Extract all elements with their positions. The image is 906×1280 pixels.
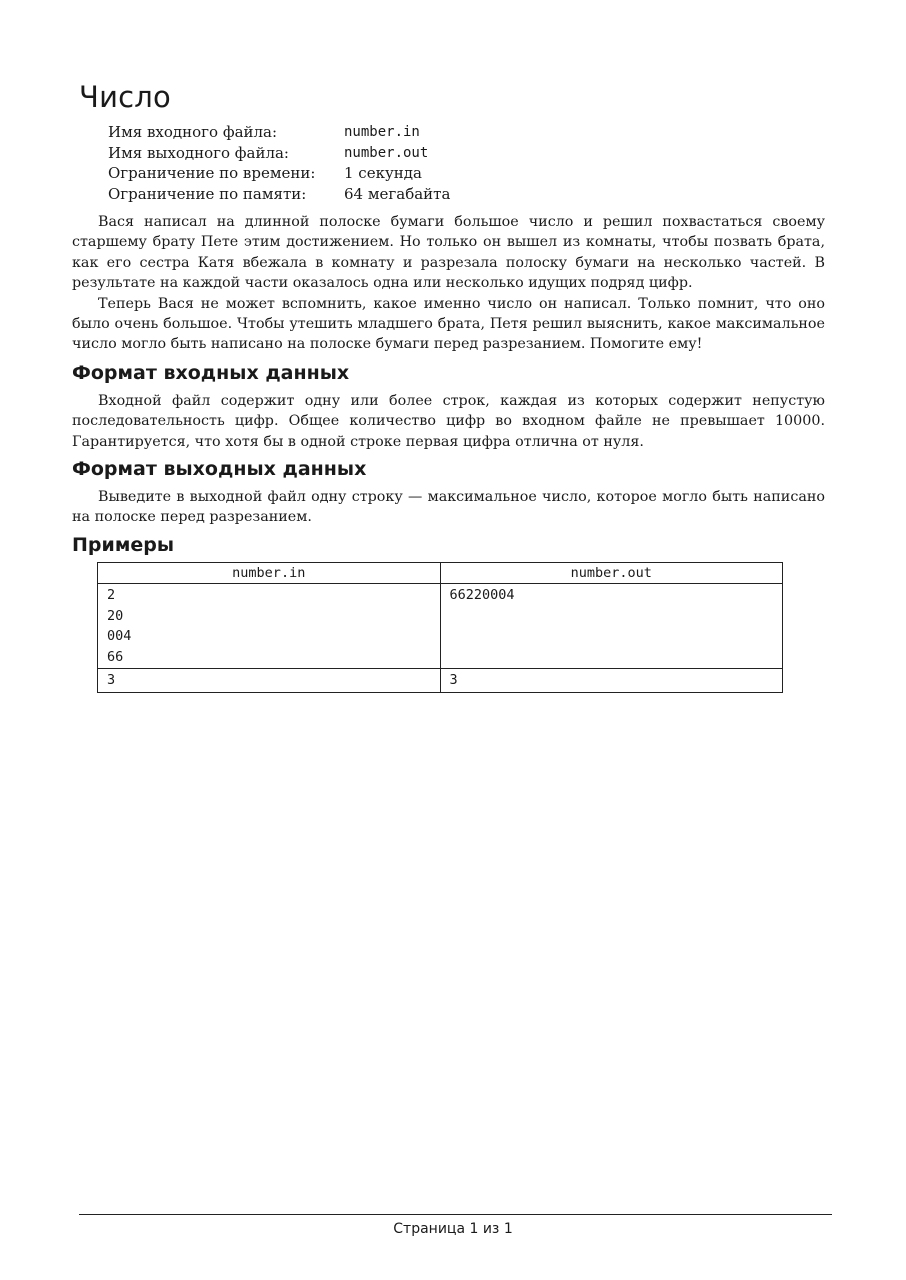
meta-row-memory-limit xyxy=(108,184,450,205)
example-input-line: 004 xyxy=(107,628,132,644)
example-input-line: 66 xyxy=(107,648,124,665)
example-output-line: 66220004 xyxy=(449,587,515,603)
example-output-line: 3 xyxy=(449,672,458,688)
examples-header-row xyxy=(98,563,783,584)
meta-label: Имя выходного файла: xyxy=(108,143,289,162)
meta-row-time-limit xyxy=(108,163,450,184)
footer-divider xyxy=(79,1214,832,1215)
meta-value: 64 мегабайта xyxy=(344,184,451,203)
output-format-heading: Формат выходных данных xyxy=(72,458,367,480)
example-row xyxy=(98,584,783,669)
input-format-section xyxy=(72,391,825,452)
meta-value: 1 секунда xyxy=(344,164,422,183)
examples-heading: Примеры xyxy=(72,534,175,556)
meta-label: Имя входного файла: xyxy=(108,123,278,142)
page-counter: Страница 1 из 1 xyxy=(393,1221,513,1237)
output-format-section xyxy=(72,487,825,528)
meta-value: number.in xyxy=(344,124,420,141)
example-output-cell xyxy=(440,584,783,669)
meta-label: Ограничение по памяти: xyxy=(108,184,307,203)
examples-header-output: number.out xyxy=(440,563,783,584)
problem-meta-table xyxy=(108,122,450,204)
example-output-cell xyxy=(440,669,783,693)
example-input-line: 3 xyxy=(107,672,116,688)
problem-statement xyxy=(72,212,825,355)
output-format-text: Выведите в выходной файл одну строку — максимальное число, которое могло быть написано на полоске перед разрезанием. xyxy=(72,489,825,526)
examples-header-input: number.in xyxy=(98,563,441,584)
example-input-line: 2 xyxy=(107,587,116,603)
input-format-heading: Формат входных данных xyxy=(72,362,350,384)
statement-paragraph: Вася написал на длинной полоске бумаги большое число и решил похвастаться своему старшему брату Пете этим достижением. Но только он вышел из комнаты, чтобы позвать брата, как его сестра Катя вбежала в комнату и разрезала полоску бумаги на несколько частей. В результате на каждой части оказалось одна или несколько идущих подряд цифр. xyxy=(72,214,825,292)
examples-table xyxy=(97,562,783,693)
statement-paragraph: Теперь Вася не может вспомнить, какое именно число он написал. Только помнит, что оно было очень большое. Чтобы утешить младшего брата, Петя решил выяснить, какое максимальное число могло быть написано на полоске бумаги перед разрезанием. Помогите ему! xyxy=(72,295,825,353)
problem-title: Число xyxy=(79,80,171,114)
meta-value: number.out xyxy=(344,144,429,161)
meta-row-output-file xyxy=(108,143,450,164)
example-input-line: 20 xyxy=(107,607,124,624)
input-format-text: Входной файл содержит одну или более строк, каждая из которых содержит непустую последовательность цифр. Общее количество цифр во входном файле не превышает 10000. Гарантируется, что хотя бы в одной строке первая цифра отлична от нуля. xyxy=(72,393,825,450)
example-row xyxy=(98,669,783,693)
example-input-cell xyxy=(98,584,441,669)
meta-row-input-file xyxy=(108,122,450,143)
meta-label: Ограничение по времени: xyxy=(108,164,316,183)
example-input-cell xyxy=(98,669,441,693)
